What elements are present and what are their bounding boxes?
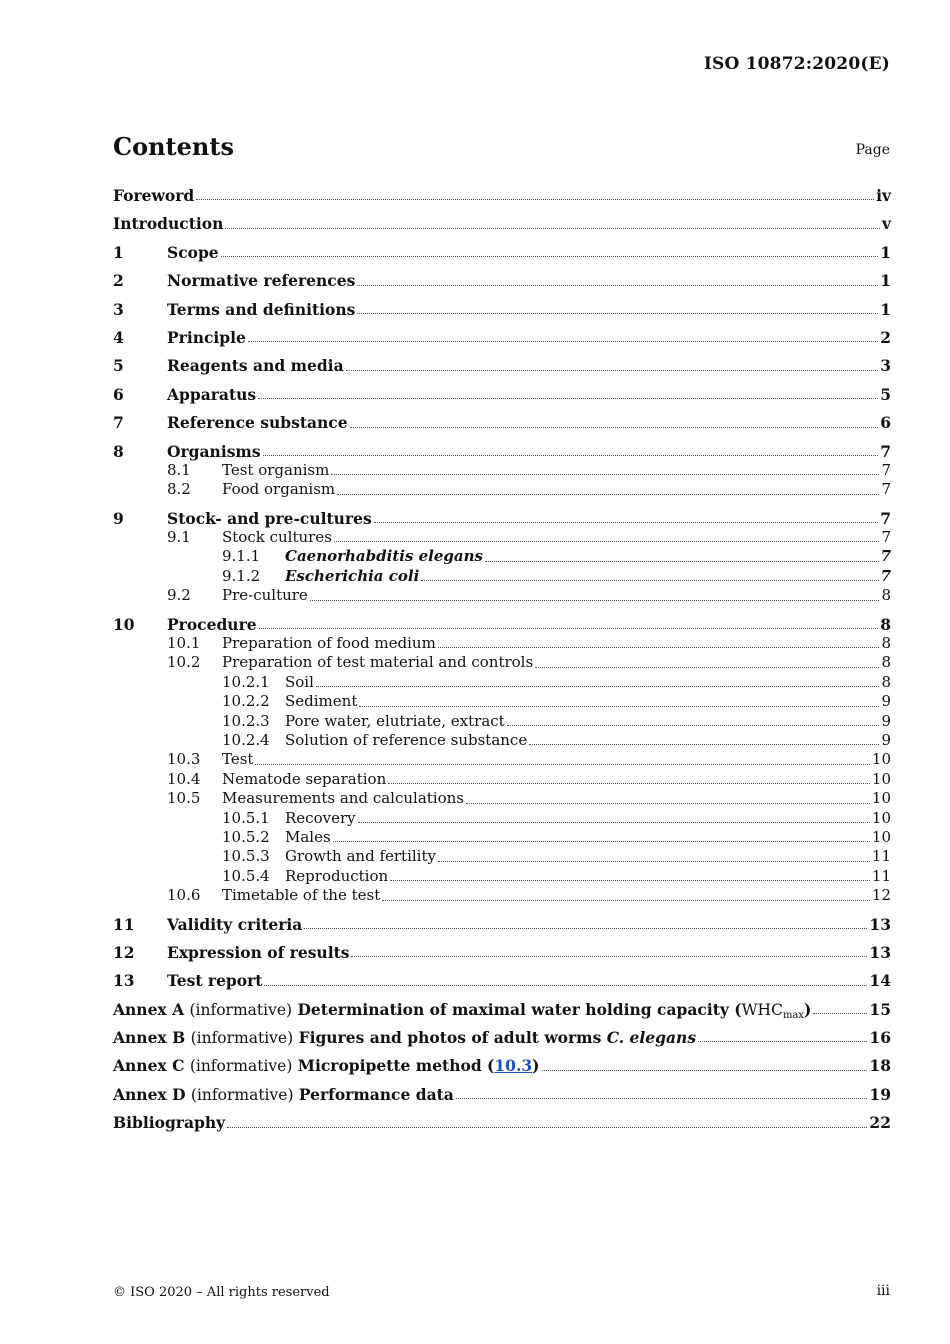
toc-entry-page: v (881, 214, 891, 234)
dot-leader (388, 783, 870, 784)
dot-leader (227, 1127, 867, 1128)
dot-leader (485, 561, 879, 562)
toc-entry-number: 1 (113, 242, 124, 262)
toc-entry-number: 12 (113, 942, 135, 962)
toc-entry-page: 8 (880, 614, 891, 634)
table-of-contents (113, 186, 891, 1133)
dot-leader (374, 522, 879, 523)
toc-entry-bibliography[interactable] (113, 1113, 891, 1132)
toc-entry-title: Stock cultures (222, 528, 332, 547)
dot-leader (529, 744, 879, 745)
contents-title: Contents (113, 132, 234, 161)
toc-entry[interactable] (113, 731, 891, 750)
toc-entry[interactable] (113, 653, 891, 672)
dot-leader (331, 474, 879, 475)
toc-entry-number: 9 (113, 508, 124, 528)
toc-entry-number: 10.2.3 (222, 711, 270, 730)
toc-entry[interactable] (113, 809, 891, 828)
toc-entry-title: Foreword (113, 186, 195, 205)
toc-entry[interactable] (113, 461, 891, 480)
document-id: ISO 10872:2020(E) (703, 54, 890, 74)
toc-entry-page: 1 (880, 299, 891, 319)
dot-leader (813, 1013, 867, 1014)
toc-entry-title: Reproduction (285, 866, 389, 885)
toc-entry[interactable] (113, 943, 891, 962)
toc-entry-page: iv (876, 186, 891, 205)
toc-entry[interactable] (113, 634, 891, 653)
toc-entry-number: 10.5.2 (222, 827, 270, 846)
toc-entry[interactable] (113, 847, 891, 866)
toc-entry-page: 7 (881, 528, 891, 547)
dot-leader (304, 928, 867, 929)
dot-leader (248, 341, 878, 342)
toc-entry-number: 6 (113, 384, 124, 404)
toc-entry-number: 5 (113, 356, 124, 376)
toc-entry-page: 11 (871, 866, 891, 885)
dot-leader (542, 1070, 868, 1071)
dot-leader (438, 647, 880, 648)
toc-entry-page: 11 (871, 847, 891, 866)
toc-main-entries (113, 186, 891, 991)
toc-entry-page: 9 (881, 730, 891, 749)
toc-entry-number: 10.4 (167, 769, 201, 788)
toc-entry-title: Procedure (167, 614, 257, 634)
toc-entry-title: Food organism (222, 480, 336, 499)
toc-entry[interactable] (113, 789, 891, 808)
toc-entry-page: 7 (881, 460, 891, 479)
toc-entry-annex-a[interactable] (113, 1000, 891, 1019)
toc-entry-page: 8 (881, 653, 891, 672)
footer-page-number: iii (876, 1283, 890, 1299)
annex-b-label: Annex B (113, 1028, 186, 1048)
toc-entry-title: Test (222, 750, 254, 769)
annex-a-abbr: WHC (741, 1000, 783, 1019)
toc-entry-title: Recovery (285, 808, 356, 827)
toc-entry-title: Validity criteria (167, 914, 303, 934)
toc-entry[interactable] (113, 509, 891, 528)
toc-entry[interactable] (113, 271, 891, 290)
dot-leader (456, 1098, 868, 1099)
toc-entry-title: Expression of results (167, 942, 350, 962)
toc-entry-title: Measurements and calculations (222, 789, 464, 808)
annex-c-close: ) (532, 1056, 540, 1076)
toc-entry-number: 9.1.1 (222, 547, 261, 566)
toc-entry[interactable] (113, 300, 891, 319)
toc-entry-page: 9 (881, 692, 891, 711)
toc-entry-number: 10.2.1 (222, 672, 270, 691)
toc-entry-page: 9 (881, 711, 891, 730)
toc-entry-number: 3 (113, 299, 124, 319)
toc-entry-page: 12 (871, 886, 891, 905)
dot-leader (259, 628, 879, 629)
dot-leader (333, 841, 870, 842)
toc-entry-page: 10 (871, 750, 891, 769)
toc-entry-title: Sediment (285, 692, 358, 711)
toc-entry-number: 9.2 (167, 586, 191, 605)
toc-entry-title: Introduction (113, 214, 224, 234)
annex-c-page: 18 (869, 1056, 891, 1076)
toc-entry[interactable] (113, 615, 891, 634)
toc-entry-number: 10.5 (167, 789, 201, 808)
toc-entry-number: 10.3 (167, 750, 201, 769)
toc-entry-page: 10 (871, 789, 891, 808)
toc-entry-title: Preparation of food medium (222, 634, 436, 653)
toc-entry-page: 8 (881, 672, 891, 691)
bibliography-title: Bibliography (113, 1113, 226, 1133)
annex-d-label: Annex D (113, 1084, 186, 1104)
toc-entry-number: 11 (113, 914, 135, 934)
dot-leader (255, 764, 869, 765)
toc-entry-number: 10.6 (167, 886, 201, 905)
annex-a-type: (informative) (189, 1000, 293, 1019)
toc-entry[interactable] (113, 673, 891, 692)
toc-entry[interactable] (113, 750, 891, 769)
toc-entry-title: Principle (167, 327, 246, 347)
toc-entry-title: Stock- and pre-cultures (167, 508, 372, 528)
dot-leader (346, 370, 879, 371)
dot-leader (698, 1041, 867, 1042)
annex-a-sub: max (782, 1009, 805, 1021)
toc-entry-title: Organisms (167, 441, 261, 461)
annex-d-title: Performance data (298, 1084, 454, 1104)
dot-leader (334, 541, 880, 542)
dot-leader (359, 706, 879, 707)
toc-entry[interactable] (113, 186, 891, 205)
toc-entry-title: Reagents and media (167, 356, 344, 376)
annex-d-type: (informative) (190, 1085, 294, 1104)
toc-entry-title: Males (285, 827, 331, 846)
toc-entry[interactable] (113, 547, 891, 566)
toc-entry[interactable] (113, 770, 891, 789)
toc-entry-page: 1 (880, 271, 891, 291)
footer-copyright: © ISO 2020 – All rights reserved (113, 1285, 330, 1300)
toc-entry-annex-b[interactable] (113, 1028, 891, 1047)
toc-entry[interactable] (113, 528, 891, 547)
annex-b-page: 16 (869, 1028, 891, 1048)
toc-entry-page: 10 (871, 769, 891, 788)
toc-entry[interactable] (113, 413, 891, 432)
toc-entry-title: Soil (285, 672, 314, 691)
toc-entry[interactable] (113, 243, 891, 262)
bibliography-page: 22 (869, 1113, 891, 1133)
dot-leader (264, 985, 867, 986)
dot-leader (438, 861, 870, 862)
toc-entry-number: 2 (113, 271, 124, 291)
dot-leader (310, 600, 880, 601)
toc-entry-title: Solution of reference substance (285, 730, 528, 749)
page-column-label: Page (855, 142, 890, 158)
annex-d-page: 19 (869, 1084, 891, 1104)
dot-leader (258, 398, 878, 399)
toc-entry-number: 10.2.4 (222, 730, 270, 749)
toc-entry-title: Escherichia coli (285, 566, 420, 585)
dot-leader (358, 822, 870, 823)
toc-entry[interactable] (113, 567, 891, 586)
toc-entry[interactable] (113, 886, 891, 905)
toc-entry[interactable] (113, 385, 891, 404)
toc-entry-number: 8.2 (167, 480, 191, 499)
toc-entry[interactable] (113, 442, 891, 461)
toc-entry[interactable] (113, 971, 891, 990)
annex-a-title: Determination of maximal water holding capacity ( (297, 999, 742, 1019)
toc-entry-title: Preparation of test material and controls (222, 653, 534, 672)
toc-entry-page: 6 (880, 413, 891, 433)
toc-entry-annex-d[interactable] (113, 1085, 891, 1104)
toc-entry[interactable] (113, 328, 891, 347)
toc-entry-page: 13 (869, 942, 891, 962)
annex-b-title: Figures and photos of adult worms (298, 1028, 607, 1048)
toc-entry-page: 7 (881, 480, 891, 499)
annex-c-label: Annex C (113, 1056, 185, 1076)
annex-a-page: 15 (869, 999, 891, 1019)
dot-leader (535, 667, 879, 668)
toc-entry[interactable] (113, 867, 891, 886)
toc-entry[interactable] (113, 712, 891, 731)
dot-leader (351, 956, 867, 957)
toc-entry-page: 7 (880, 508, 891, 528)
toc-entry-number: 9.1 (167, 528, 191, 547)
dot-leader (382, 900, 870, 901)
toc-entry-title: Pore water, elutriate, extract (285, 711, 505, 730)
toc-entry[interactable] (113, 692, 891, 711)
toc-entry-title: Scope (167, 242, 219, 262)
annex-c-type: (informative) (189, 1057, 293, 1076)
toc-entry-number: 10.5.3 (222, 847, 270, 866)
toc-entry-page: 13 (869, 914, 891, 934)
toc-entry[interactable] (113, 586, 891, 605)
toc-entry-number: 7 (113, 413, 124, 433)
toc-entry-page: 8 (881, 634, 891, 653)
dot-leader (350, 427, 879, 428)
toc-entry[interactable] (113, 915, 891, 934)
toc-entry-page: 7 (880, 441, 891, 461)
annex-b-italic: C. elegans (606, 1028, 697, 1048)
toc-entry-page: 2 (880, 327, 891, 347)
toc-entry-number: 10 (113, 614, 135, 634)
toc-entry-page: 7 (880, 547, 891, 566)
dot-leader (337, 494, 879, 495)
toc-entry[interactable] (113, 480, 891, 499)
toc-entry-page: 3 (880, 356, 891, 376)
toc-entry-page: 7 (880, 566, 891, 585)
toc-entry-title: Test organism (222, 460, 330, 479)
dot-leader (390, 880, 870, 881)
dot-leader (196, 199, 874, 200)
toc-entry-page: 10 (871, 808, 891, 827)
toc-entry-number: 13 (113, 971, 135, 991)
toc-entry-number: 4 (113, 327, 124, 347)
dot-leader (357, 313, 878, 314)
toc-entry-page: 5 (880, 384, 891, 404)
toc-entry-number: 10.5.4 (222, 866, 270, 885)
dot-leader (316, 686, 880, 687)
toc-entry-number: 10.1 (167, 634, 201, 653)
annex-a-label: Annex A (113, 999, 185, 1019)
dot-leader (263, 455, 879, 456)
toc-entry-title: Growth and fertility (285, 847, 436, 866)
toc-entry-page: 10 (871, 827, 891, 846)
toc-entry-number: 10.2.2 (222, 692, 270, 711)
toc-entry[interactable] (113, 356, 891, 375)
toc-entry-title: Nematode separation (222, 769, 387, 788)
toc-entry-number: 9.1.2 (222, 566, 261, 585)
toc-entry-number: 10.2 (167, 653, 201, 672)
toc-entry-title: Pre-culture (222, 586, 308, 605)
toc-entry-number: 8.1 (167, 460, 191, 479)
toc-entry-title: Timetable of the test (222, 886, 381, 905)
toc-entry-title: Test report (167, 971, 263, 991)
toc-entry-number: 10.5.1 (222, 808, 270, 827)
toc-entry-page: 8 (881, 586, 891, 605)
dot-leader (225, 228, 880, 229)
toc-entry-annex-c[interactable] (113, 1056, 891, 1075)
dot-leader (357, 285, 878, 286)
toc-entry-title: Caenorhabditis elegans (285, 547, 483, 566)
toc-entry-title: Apparatus (167, 384, 257, 404)
toc-entry-title: Terms and definitions (167, 299, 356, 319)
annex-a-close: ) (804, 999, 812, 1019)
toc-entry-page: 1 (880, 242, 891, 262)
annex-b-type: (informative) (190, 1029, 294, 1048)
toc-entry-page: 14 (869, 971, 891, 991)
annex-c-link[interactable]: 10.3 (494, 1056, 533, 1076)
toc-entry[interactable] (113, 828, 891, 847)
toc-entry[interactable] (113, 214, 891, 233)
dot-leader (507, 725, 880, 726)
dot-leader (421, 580, 878, 581)
toc-entry-title: Normative references (167, 271, 356, 291)
toc-entry-title: Reference substance (167, 413, 348, 433)
toc-entry-number: 8 (113, 441, 124, 461)
annex-c-title: Micropipette method ( (297, 1056, 495, 1076)
dot-leader (221, 256, 879, 257)
dot-leader (466, 803, 870, 804)
